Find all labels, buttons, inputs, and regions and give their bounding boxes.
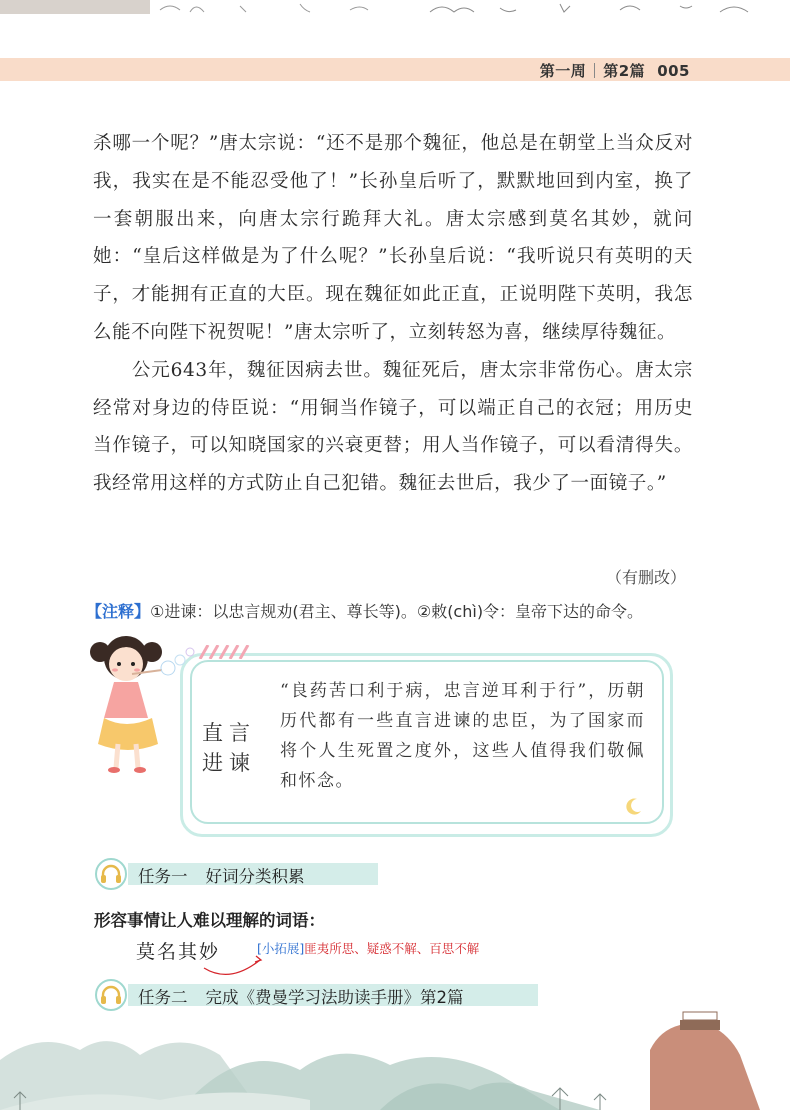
task-1-label [138,863,305,887]
landscape-illustration [0,1000,790,1110]
header-part: 第2篇 [603,62,646,80]
task-1-word: 莫名其妙 [136,941,221,963]
task-1-question: 形容事情让人难以理解的词语： [94,911,325,930]
callout-text: “良药苦口利于病，忠言逆耳利于行”，历朝历代都有一些直言进谏的忠臣，为了国家而将个人生死置之度外，这些人值得我们敬佩和怀念。 [280,681,645,791]
task-2-number: 任务二 [138,988,188,1007]
source-note: （有删改） [605,568,686,587]
page-number: 005 [657,62,690,80]
callout-title-line-2: 进谏 [202,751,256,775]
annotation-tag: 【注释】 [86,602,151,621]
running-header [540,60,690,81]
header-week: 第一周 [539,62,587,80]
extension-note [257,939,479,957]
paragraph-2: 公元643年，魏征因病去世。魏征死后，唐太宗非常伤心。唐太宗经常对身边的侍臣说：“用铜当作镜子，可以端正自己的衣冠；用历史当作镜子，可以知晓国家的兴衰更替；用人当作镜子，可以看清得失。我经常用这样的方式防止自己犯错。魏征去世后，我少了一面镜子。” [93,359,693,495]
moon-icon [624,796,644,816]
paragraph-1: 杀哪一个呢？”唐太宗说：“还不是那个魏征，他总是在朝堂上当众反对我，我实在是不能忍受他了！”长孙皇后听了，默默地回到内室，换了一套朝服出来，向唐太宗行跪拜大礼。唐太宗感到莫名其妙，就问她：“皇后这样做是为了什么呢？”长孙皇后说：“我听说只有英明的天子，才能拥有正直的大臣。现在魏征如此正直，正说明陛下英明，我怎么能不向陛下祝贺呢！”唐太宗听了，立刻转怒为喜，继续厚待魏征。 [93,133,693,343]
annotation-line [86,599,643,622]
extension-label: [小拓展] [257,941,305,956]
task-2-title: 完成《费曼学习法助读手册》第2篇 [205,988,464,1007]
callout-title-line-1: 直言 [202,721,256,745]
girl-illustration [86,628,206,778]
header-divider [594,63,595,78]
headphone-icon [94,857,128,891]
task-1-title: 好词分类积累 [205,867,305,886]
top-painting-strip [0,0,790,14]
task-1-number: 任务一 [138,867,188,886]
extension-words: 匪夷所思、疑惑不解、百思不解 [304,941,480,956]
story-body [93,125,693,503]
task-1-heading [94,857,384,891]
annotation-text: ①进谏：以忠言规劝(君主、尊长等)。②敕(chì)令：皇帝下达的命令。 [150,602,644,621]
